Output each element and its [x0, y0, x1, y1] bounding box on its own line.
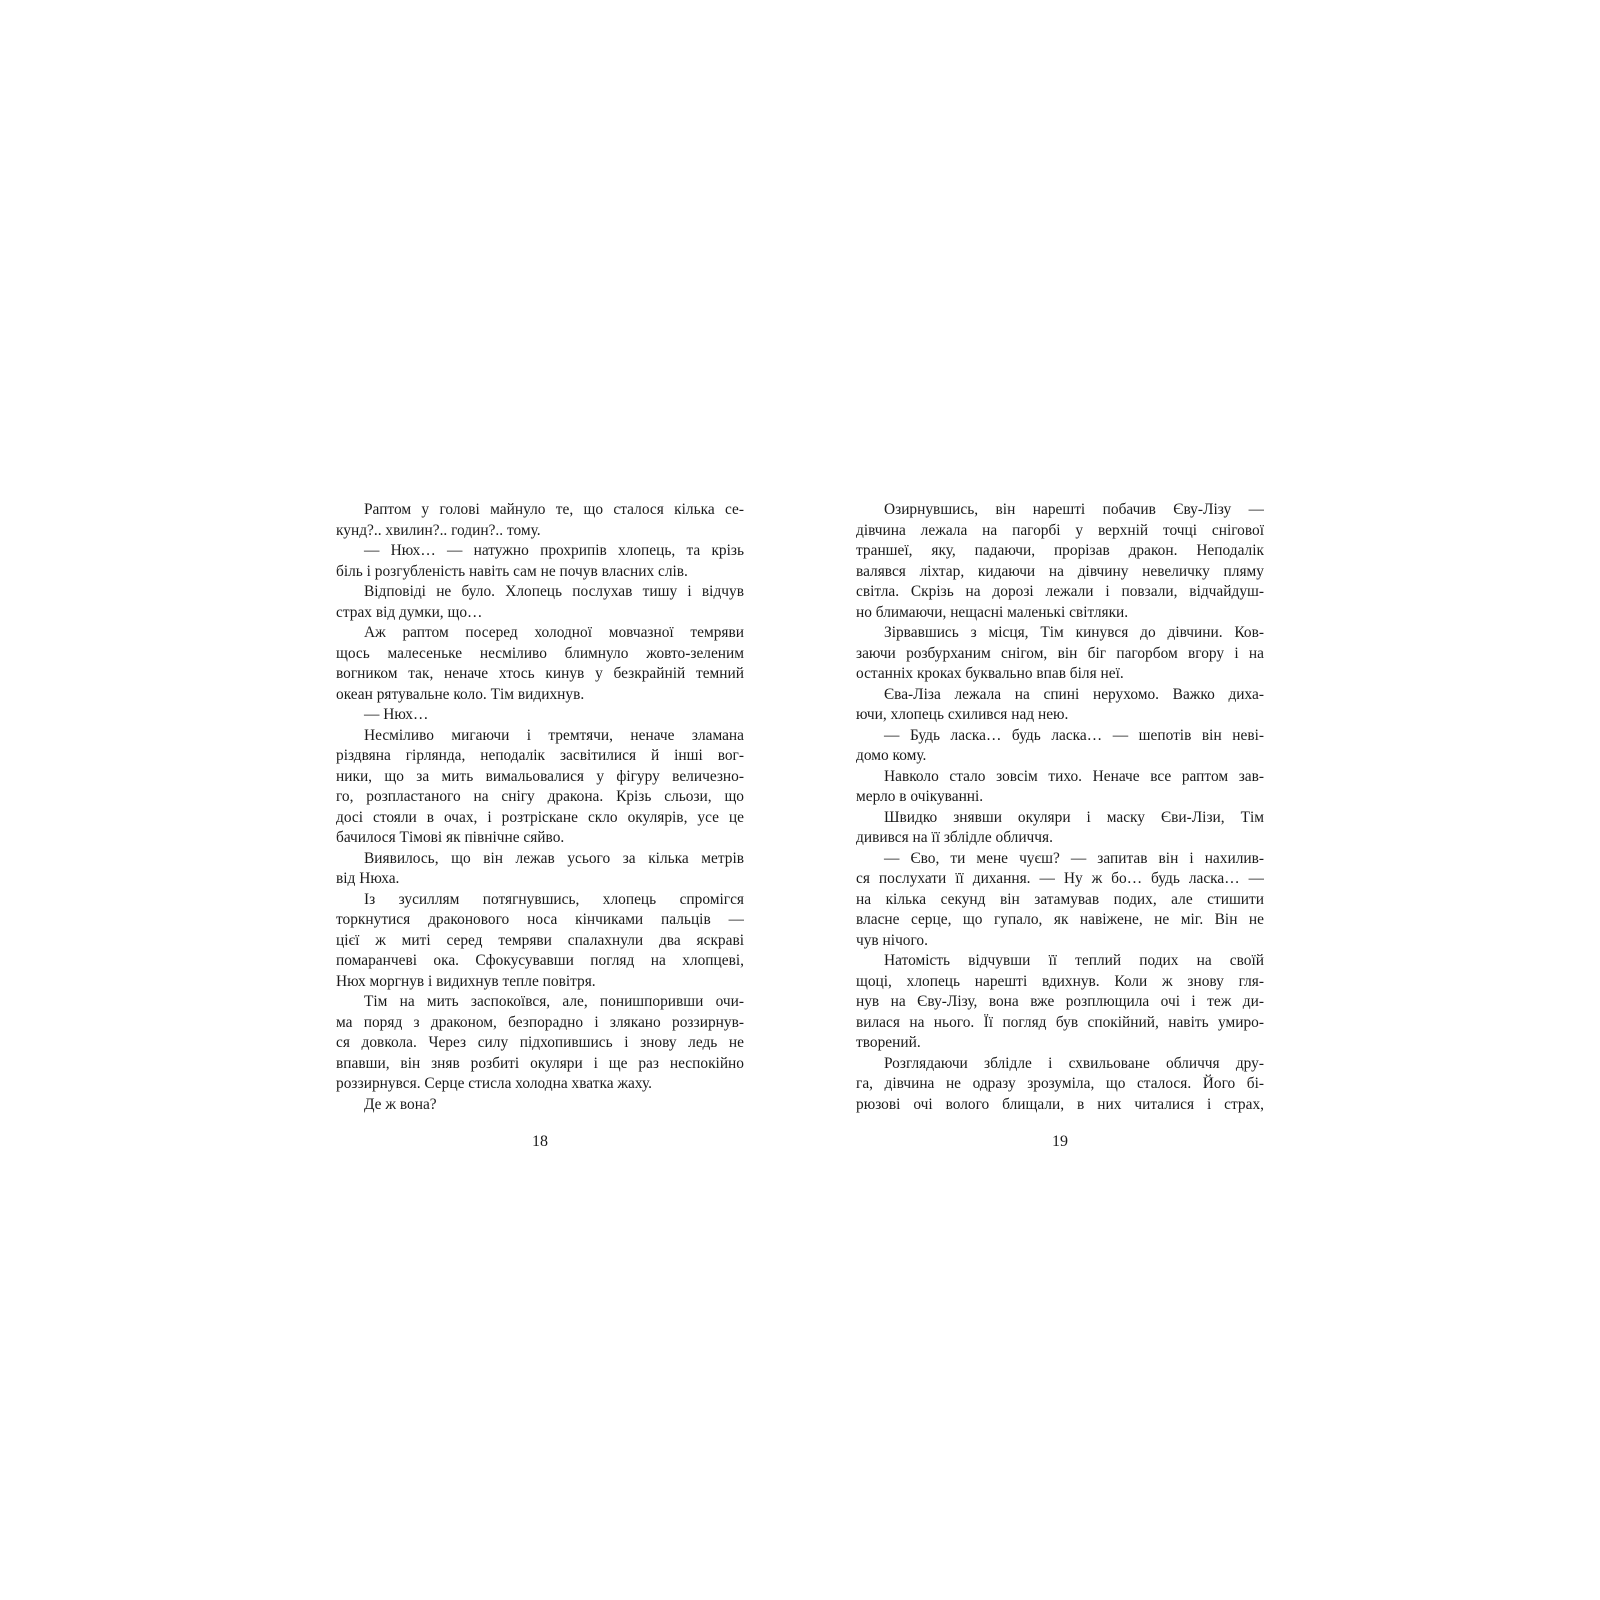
text-line: Аж раптом посеред холодної мовчазної темряви: [364, 624, 744, 641]
text-line: заючи розбурханим снігом, він біг пагорбом вгору і на: [856, 644, 1264, 662]
text-line: творений.: [856, 1034, 921, 1051]
text-line: — Нюх…: [364, 706, 429, 723]
text-line: траншеї, яку, падаючи, прорізав дракон. Неподалік: [856, 542, 1264, 559]
text-line: Навколо стало зовсім тихо. Неначе все раптом зав-: [884, 767, 1264, 785]
text-line: — Будь ласка… будь ласка… — шепотів він неві-: [884, 726, 1264, 744]
text-line: цієї ж миті серед темряви спалахнули два яскраві: [336, 931, 744, 949]
text-line: ючи, хлопець схилився над нею.: [856, 706, 1069, 723]
text-line: Тім на мить заспокоївся, але, понишпоривши очи-: [364, 993, 744, 1010]
text-line: впавши, він зняв розбиті окуляри і ще раз неспокійно: [336, 1054, 744, 1072]
text-line: океан рятувальне коло. Тім видихнув.: [336, 685, 585, 703]
page-text: [336, 500, 744, 1115]
text-line: торкнутися драконового носа кінчиками пальців —: [336, 911, 744, 928]
text-line: помаранчеві ока. Сфокусувавши погляд на хлопцеві,: [336, 952, 744, 969]
text-line: різдвяна гірлянда, неподалік засвітилися й інші вог-: [336, 747, 744, 764]
text-line: го, розпластаного на снігу дракона. Крізь сльози, що: [336, 788, 744, 805]
text-line: від Нюха.: [336, 870, 400, 887]
text-line: Несміливо мигаючи і тремтячи, неначе зламана: [364, 726, 744, 744]
text-line: — Нюх… — натужно прохрипів хлопець, та крізь: [364, 542, 744, 559]
text-line: Швидко знявши окуляри і маску Єви-Лізи, Тім: [884, 808, 1264, 826]
text-line: ся послухати її дихання. — Ну ж бо… будь ласка… —: [856, 870, 1264, 887]
text-line: мерло в очікуванні.: [856, 788, 984, 805]
text-line: роззирнувся. Серце стисла холодна хватка жаху.: [336, 1075, 652, 1092]
text-line: Із зусиллям потягнувшись, хлопець спромігся: [364, 890, 744, 908]
text-line: ма поряд з драконом, безпорадно і злякано роззирнув-: [336, 1013, 744, 1031]
text-line: кунд?.. хвилин?.. годин?.. тому.: [336, 521, 541, 539]
text-line: дивився на її зблідле обличчя.: [856, 829, 1053, 846]
text-line: досі стояли в очах, і розтріскане скло окулярів, усе це: [336, 808, 744, 826]
right-page: [800, 0, 1600, 1600]
text-line: на кілька секунд він затамував подих, але стишити: [856, 890, 1264, 908]
text-line: бачилося Тімові як північне сяйво.: [336, 829, 565, 846]
text-line: но блимаючи, нещасні маленькі світляки.: [856, 603, 1129, 621]
text-line: Виявилось, що він лежав усього за кілька метрів: [364, 849, 744, 867]
text-line: світла. Скрізь на дорозі лежали і повзали, відчайдуш-: [856, 583, 1264, 600]
text-line: вогником так, неначе хтось кинув у безкрайній темний: [336, 665, 744, 682]
page-number: 18: [532, 1133, 548, 1150]
text-line: Озирнувшись, він нарешті побачив Єву-Лізу —: [884, 501, 1264, 518]
text-line: чув нічого.: [856, 931, 928, 949]
text-line: рюзові очі волого блищали, в них читалися і страх,: [856, 1095, 1264, 1113]
text-line: валявся ліхтар, кидаючи на дівчину невеличку пляму: [856, 562, 1264, 580]
text-line: останніх кроках буквально впав біля неї.: [856, 665, 1124, 682]
text-line: щоці, хлопець нарешті вдихнув. Коли ж знову гля-: [856, 972, 1264, 990]
text-line: Відповіді не було. Хлопець послухав тишу і відчув: [364, 583, 744, 600]
page-number: 19: [1052, 1133, 1068, 1150]
text-line: дівчина лежала на пагорбі у верхній точці снігової: [856, 521, 1264, 539]
text-line: Розглядаючи зблідле і схвильоване обличчя дру-: [884, 1054, 1264, 1072]
text-line: га, дівчина не одразу зрозуміла, що сталося. Його бі-: [856, 1075, 1264, 1092]
text-line: Де ж вона?: [364, 1095, 437, 1113]
text-line: Натомість відчувши її теплий подих на своїй: [884, 952, 1264, 969]
text-line: ся довкола. Через силу підхопившись і знову ледь не: [336, 1034, 744, 1051]
text-line: щось малесеньке несміливо блимнуло жовто-зеленим: [336, 644, 744, 662]
text-line: Раптом у голові майнуло те, що сталося кілька се-: [364, 501, 744, 518]
text-line: — Єво, ти мене чуєш? — запитав він і нахилив-: [884, 849, 1264, 867]
text-line: Зірвавшись з місця, Тім кинувся до дівчини. Ков-: [884, 624, 1264, 641]
text-line: нув на Єву-Лізу, вона вже розплющила очі і теж ди-: [856, 993, 1264, 1010]
text-line: домо кому.: [856, 747, 927, 764]
text-line: Нюх моргнув і видихнув тепле повітря.: [336, 972, 596, 990]
text-line: ники, що за мить вимальовалися у фігуру величезно-: [336, 767, 744, 785]
text-line: вилася на нього. Її погляд був спокійний, навіть умиро-: [856, 1013, 1264, 1031]
text-line: біль і розгубленість навіть сам не почув власних слів.: [336, 562, 688, 580]
page-text: [856, 500, 1264, 1115]
text-line: Єва-Ліза лежала на спині нерухомо. Важко диха-: [884, 685, 1264, 703]
text-line: страх від думки, що…: [336, 603, 483, 621]
text-line: власне серце, що гупало, як навіжене, не міг. Він не: [856, 911, 1264, 928]
